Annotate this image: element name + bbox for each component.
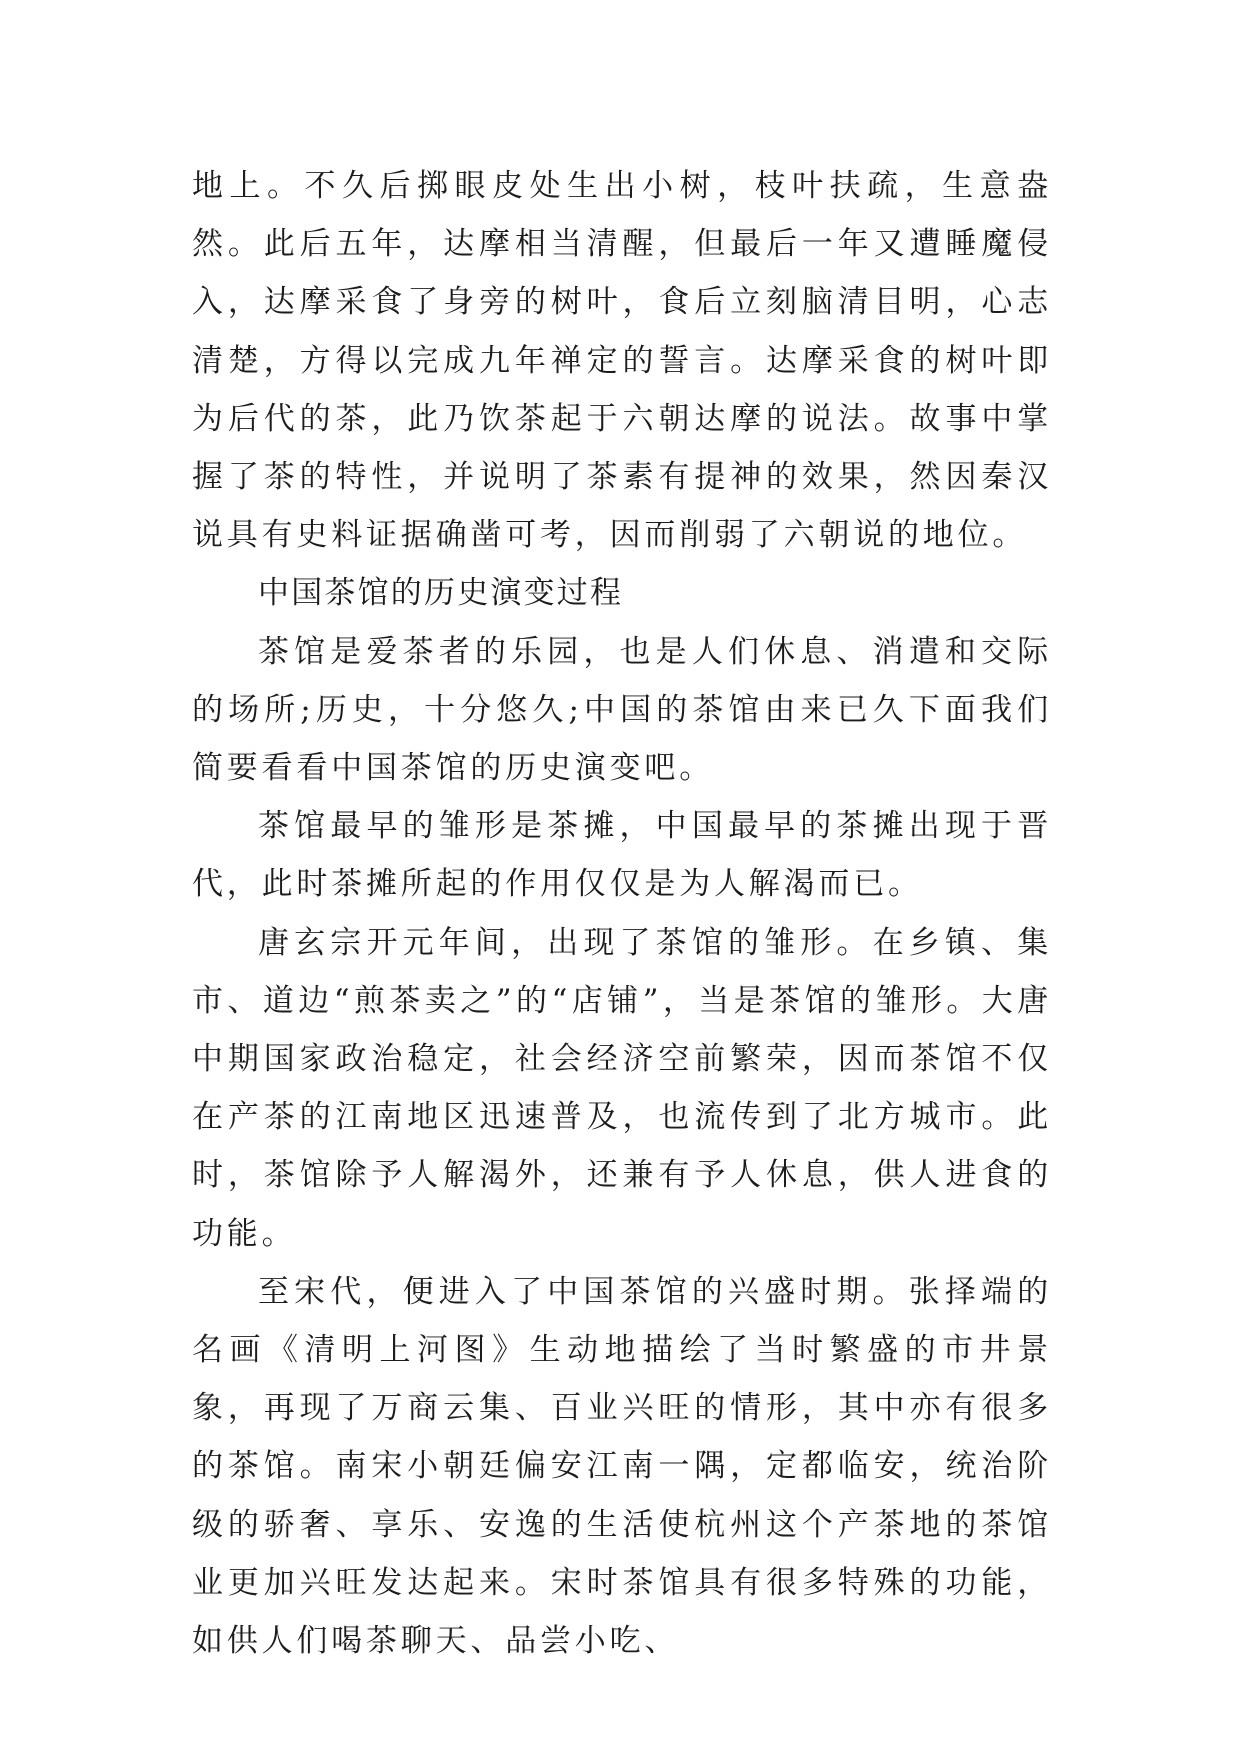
paragraph-song-dynasty: 至宋代，便进入了中国茶馆的兴盛时期。张择端的名画《清明上河图》生动地描绘了当时繁盛的市井景象，再现了万商云集、百业兴旺的情形，其中亦有很多的茶馆。南宋小朝廷偏安江南一隅，定都临安，统治阶级的骄奢、享乐、安逸的生活使杭州这个产茶地的茶馆业更加兴旺发达起来。宋时茶馆具有很多特殊的功能，如供人们喝茶聊天、品尝小吃、 [192,1273,1052,1660]
paragraph-intro: 茶馆是爱茶者的乐园，也是人们休息、消遣和交际的场所;历史，十分悠久;中国的茶馆由来已久下面我们简要看看中国茶馆的历史演变吧。 [192,633,1052,787]
document-page [192,157,1052,1670]
paragraph-continuation: 地上。不久后掷眼皮处生出小树，枝叶扶疏，生意盎然。此后五年，达摩相当清醒，但最后一年又遭睡魔侵入，达摩采食了身旁的树叶，食后立刻脑清目明，心志清楚，方得以完成九年禅定的誓言。达摩采食的树叶即为后代的茶，此乃饮茶起于六朝达摩的说法。故事中掌握了茶的特性，并说明了茶素有提神的效果，然因秦汉说具有史料证据确凿可考，因而削弱了六朝说的地位。 [192,168,1052,554]
paragraph-tang-dynasty: 唐玄宗开元年间，出现了茶馆的雏形。在乡镇、集市、道边“煎茶卖之”的“店铺”，当是茶馆的雏形。大唐中期国家政治稳定，社会经济空前繁荣，因而茶馆不仅在产茶的江南地区迅速普及，也流传到了北方城市。此时，茶馆除予人解渴外，还兼有予人休息，供人进食的功能。 [192,924,1052,1252]
paragraph-jin-dynasty: 茶馆最早的雏形是茶摊，中国最早的茶摊出现于晋代，此时茶摊所起的作用仅仅是为人解渴而已。 [192,808,1052,903]
section-heading: 中国茶馆的历史演变过程 [258,575,624,612]
